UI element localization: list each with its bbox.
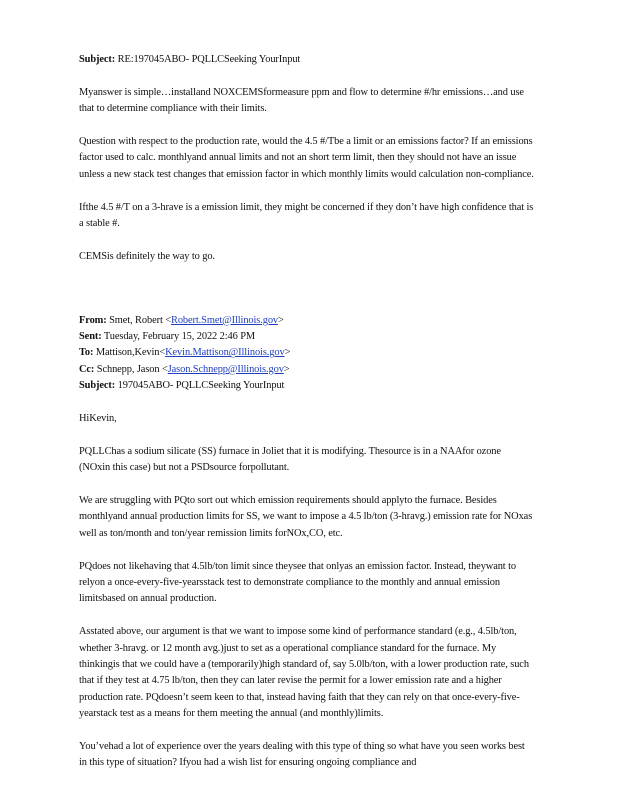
reply-paragraph-4: CEMSis definitely the way to go. <box>79 250 215 262</box>
to-name: Mattison,Kevin< <box>95 347 166 359</box>
reply-paragraph-3: Ifthe 4.5 #/T on a 3-hrave is a emission limit, they might be concerned if they don’t have high confidence that is a stable #. <box>79 201 534 230</box>
reply-paragraph-1: Myanswer is simple…installand NOXCEMSformeasure ppm and flow to determine #/hr emissions…and use that to determine compliance with their limits. <box>79 86 524 115</box>
cc-email-link[interactable]: Jason.Schnepp@Illinois.gov <box>167 363 284 375</box>
to-email-link[interactable]: Kevin.Mattison@Illinois.gov <box>165 347 285 359</box>
greeting: HiKevin, <box>79 413 117 425</box>
reply-subject-line <box>79 52 534 68</box>
body-paragraph-2: We are struggling with PQto sort out which emission requirements should applyto the furnace. Besides monthlyand annual production limits for SS, we want to impose a 4.5 lb/ton (3-hravg.) emission rate for NOxas well as ton/month and ton/year remission limits forNOx,CO, etc. <box>79 495 533 539</box>
forwarded-subject-line <box>79 378 534 394</box>
cc-name: Schnepp, Jason < <box>96 363 168 375</box>
sent-label: Sent: <box>79 331 102 343</box>
forwarded-cc-line <box>79 362 534 378</box>
forwarded-subject-value: 197045ABO- PQLLCSeeking YourInput <box>117 380 285 392</box>
reply-subject-value: RE:197045ABO- PQLLCSeeking YourInput <box>117 54 301 65</box>
from-name: Smet, Robert < <box>109 314 171 326</box>
cc-label: Cc: <box>79 363 95 375</box>
spacer <box>79 395 534 411</box>
to-label: To: <box>79 347 94 359</box>
forwarded-to-line <box>79 345 534 361</box>
to-close: > <box>284 347 291 359</box>
email-document <box>79 52 534 788</box>
from-label: From: <box>79 314 107 326</box>
forwarded-subject-label: Subject: <box>79 380 116 392</box>
body-paragraph-5: You’vehad a lot of experience over the years dealing with this type of thing so what have you seen works best in this type of situation? Ifyou had a wish list for ensuring ongoing compliance and <box>79 741 525 769</box>
body-paragraph-3: PQdoes not likehaving that 4.5lb/ton limit since theysee that onlyas an emission factor. Instead, theywant to relyon a once-every-five-yearsstack test to demonstrate compliance to the monthly and annual emission limitsbased on annual production. <box>79 560 516 605</box>
forwarded-sent-line <box>79 329 534 345</box>
forwarded-from-line <box>79 313 534 329</box>
reply-paragraph-2: Question with respect to the production rate, would the 4.5 #/Tbe a limit or an emissions factor? If an emissions factor used to calc. monthlyand annual limits and not an short term limit, then they should not have an issue unless a new stack test changes that emission factor in which monthly limits would calculation non-compliance. <box>79 136 534 180</box>
spacer <box>79 282 534 313</box>
from-email-link[interactable]: Robert.Smet@Illinois.gov <box>171 314 279 326</box>
sent-value: Tuesday, February 15, 2022 2:46 PM <box>103 331 256 343</box>
body-paragraph-4: Asstated above, our argument is that we want to impose some kind of performance standard (e.g., 4.5lb/ton, whether 3-hravg. or 12 month avg.)just to set as a operational compliance standard for the furnace. My thinkingis that we could have a (temporarily)high standard of, say 5.0lb/ton, with a lower production rate, such that if they test at 4.75 lb/ton, then they can later revise the permit for a lower emission rate and a higher production rate. PQdoesn’t seem keen to that, instead having faith that they can rely on that once-every-five-yearstack test as a means for them meeting the annual (and monthly)limits. <box>79 626 529 720</box>
body-paragraph-1: PQLLChas a sodium silicate (SS) furnace in Joliet that it is modifying. Thesource is in a NAAfor ozone (NOxin this case) but not a PSDsource forpollutant. <box>79 445 501 474</box>
reply-subject-label: Subject: <box>79 54 116 65</box>
from-close: > <box>278 314 284 326</box>
cc-close: > <box>283 363 290 375</box>
